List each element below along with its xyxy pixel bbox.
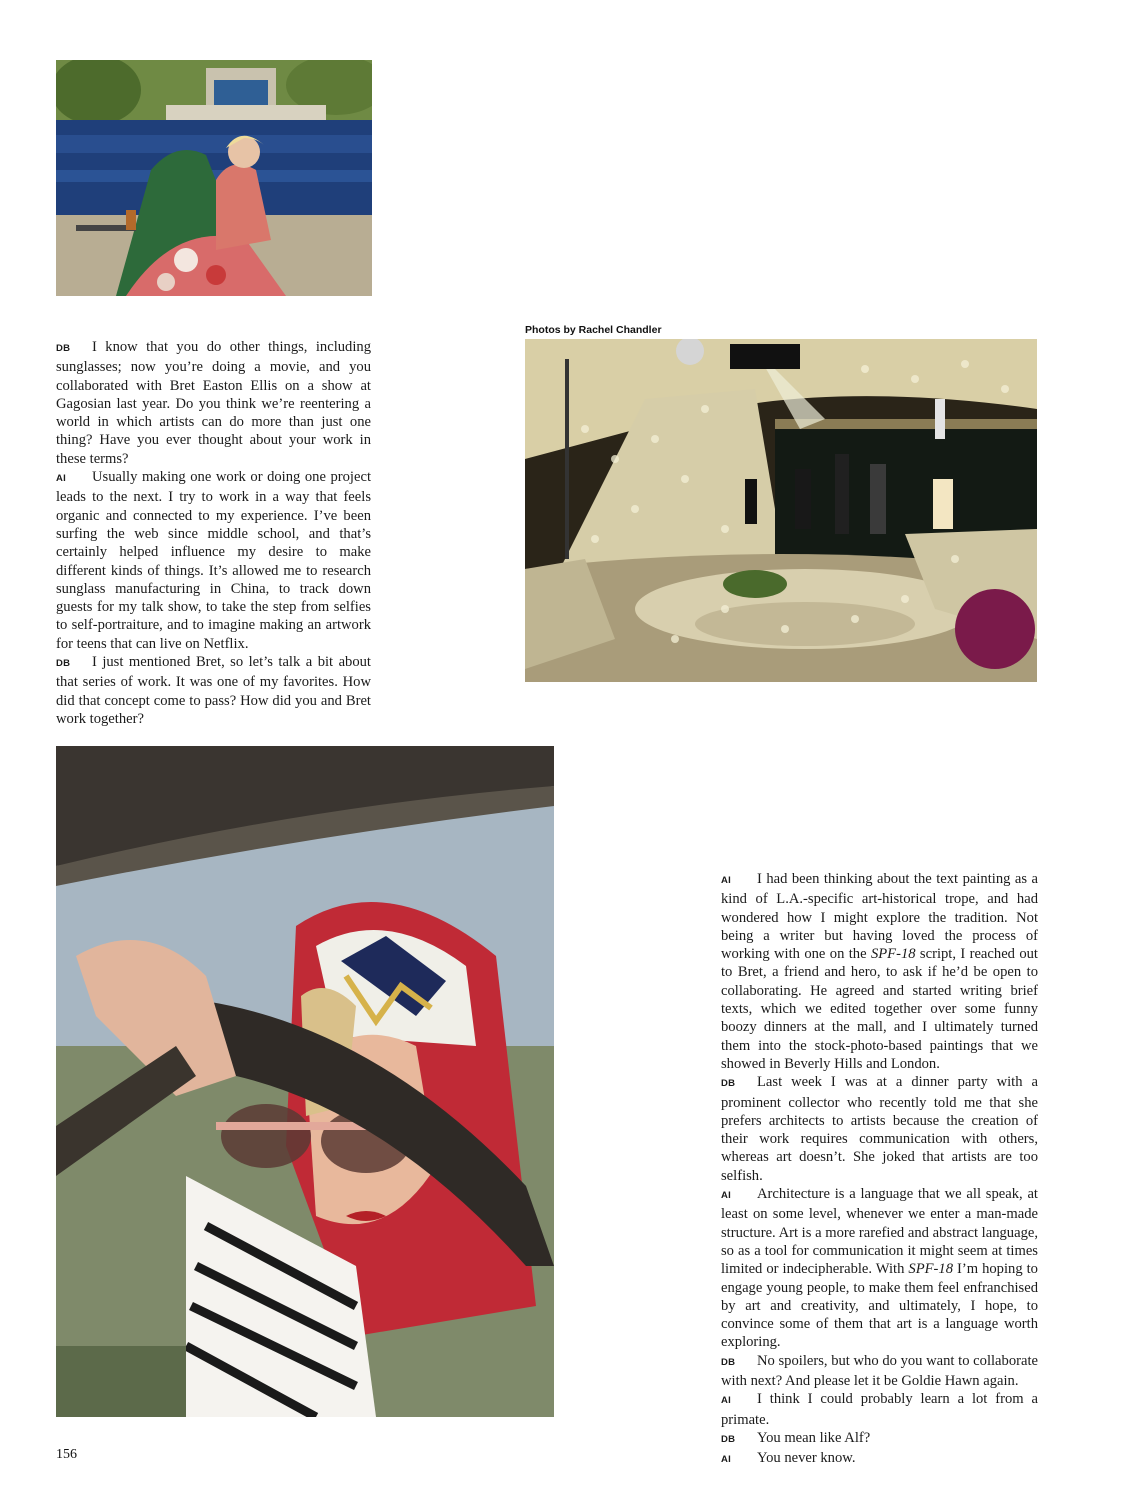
italic-title: SPF-18 xyxy=(908,1261,953,1278)
interview-paragraph xyxy=(721,870,1038,1073)
paragraph-text: Last week I was at a dinner party with a prominent collector who recently told me that she prefers architects to artists because the creation of their work requires communication with others, whereas art doesn’t. She joked that artists are too selfish. xyxy=(721,1074,1038,1184)
photo-poolside-portrait xyxy=(56,60,372,296)
paragraph-text: Architecture is a language that we all speak, at least on some level, whenever we enter a man-made structure. Art is a more rarefied and abstract language, so as a tool for communication it might seem at times limited or indecipherable. With xyxy=(721,1186,1038,1278)
paragraph-text: I’m hoping to engage young people, to make them feel enfranchised by art and creativity, and ultimately, I hope, to convince some of them that art is a language worth exploring. xyxy=(721,1261,1038,1351)
paragraph-text: You mean like Alf? xyxy=(757,1429,871,1446)
paragraph-text: I think I could probably learn a lot from a primate. xyxy=(721,1391,1038,1428)
photo-credit: Photos by Rachel Chandler xyxy=(525,324,662,336)
paragraph-text: I just mentioned Bret, so let’s talk a bit about that series of work. It was one of my favorites. How did that concept come to pass? How did you and Bret work together? xyxy=(56,654,371,727)
interview-column-left xyxy=(56,338,371,728)
interview-paragraph xyxy=(721,1185,1038,1352)
speaker-label: AI xyxy=(721,1454,732,1466)
interview-column-right xyxy=(721,870,1038,1470)
speaker-label: DB xyxy=(721,1078,736,1090)
italic-title: SPF-18 xyxy=(870,946,916,963)
paragraph-text: I know that you do other things, including sunglasses; now you’re doing a movie, and you collaborated with Bret Easton Ellis on a show at Gagosian last year. Do you think we’re reentering a world in which artists can do more than just one thing? Have you ever thought about your work in these terms? xyxy=(56,339,371,467)
speaker-label: AI xyxy=(721,1190,732,1202)
paragraph-text: You never know. xyxy=(757,1450,856,1467)
paragraph-text: No spoilers, but who do you want to collaborate with next? And please let it be Goldie Hawn again. xyxy=(721,1352,1038,1390)
interview-paragraph xyxy=(721,1390,1038,1429)
photo-driver-portrait xyxy=(56,746,554,1417)
interview-paragraph xyxy=(721,1449,1038,1469)
speaker-label: DB xyxy=(721,1433,736,1445)
speaker-label: AI xyxy=(721,1395,732,1407)
interview-paragraph xyxy=(721,1073,1038,1185)
speaker-label: DB xyxy=(56,343,71,354)
interview-paragraph xyxy=(56,468,371,653)
page-number: 156 xyxy=(56,1447,77,1462)
photo-lounge-scene xyxy=(525,339,1037,682)
interview-paragraph xyxy=(56,653,371,728)
speaker-label: AI xyxy=(721,875,732,886)
paragraph-text: script, I reached out to Bret, a friend and hero, to ask if he’d be open to collaborating. He agreed and started writing brief texts, which we edited together over some funny boozy dinners at the mall, and I ultimately turned them into the stock-photo-based paintings that we showed in Beverly Hills and London. xyxy=(721,946,1038,1072)
paragraph-text: I had been thinking about the text painting as a kind of L.A.-specific art-historical trope, and had wondered how I might explore the tradition. Not being a writer but having loved the process of working with one on the xyxy=(721,871,1038,963)
speaker-label: DB xyxy=(56,658,71,670)
paragraph-text: Usually making one work or doing one project leads to the next. I try to work in a way that feels organic and connected to my experience. I’ve been surfing the web since middle school, and that’s certainly helped influence my desire to make different kinds of things. It’s allowed me to research sunglass manufacturing in China, to track down guests for my talk show, to take the step from selfies to self-portraiture, and to imagine making an artwork for teens that can live on Netflix. xyxy=(56,469,371,652)
speaker-label: AI xyxy=(56,473,67,485)
interview-paragraph xyxy=(56,338,371,468)
speaker-label: DB xyxy=(721,1356,736,1368)
interview-paragraph xyxy=(721,1429,1038,1449)
interview-paragraph xyxy=(721,1352,1038,1391)
